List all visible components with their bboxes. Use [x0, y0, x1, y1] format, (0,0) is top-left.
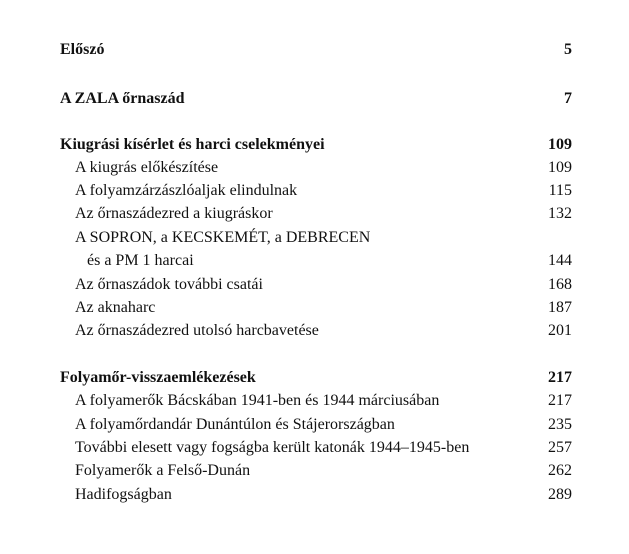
- toc-entry: [60, 390, 572, 412]
- toc-section-heading: [60, 367, 572, 389]
- toc-entry: [60, 203, 572, 225]
- toc-entry-title: Kiugrási kísérlet és harci cselekményei: [60, 136, 325, 153]
- toc-entry-page: 144: [548, 252, 572, 269]
- toc-entry-title: Folyamerők a Felső-Dunán: [75, 462, 251, 479]
- toc-entry-title: Az aknaharc: [75, 299, 156, 316]
- toc-entry-title: További elesett vagy fogságba került katonák 1944–1945-ben: [75, 439, 470, 456]
- toc-entry-page: 289: [548, 486, 572, 503]
- toc-entry-page: 187: [548, 299, 572, 316]
- toc-entry-page: 115: [548, 182, 572, 199]
- toc-entry-page: 168: [548, 276, 572, 293]
- toc-section-heading: [60, 134, 572, 156]
- toc-entry-title: A folyamerők Bácskában 1941-ben és 1944 márciusában: [75, 392, 440, 409]
- toc-entry-title: Folyamőr-visszaemlékezések: [60, 369, 256, 386]
- toc-entry-page: 257: [548, 439, 572, 456]
- toc-entry: [60, 460, 572, 482]
- toc-entry: [60, 320, 572, 342]
- toc-entry-page: 217: [548, 369, 572, 386]
- toc-entry-title: A ZALA őrnaszád: [60, 90, 185, 107]
- toc-entry-title: és a PM 1 harcai: [87, 252, 194, 269]
- toc-entry: [60, 414, 572, 436]
- toc-entry-page: 262: [548, 462, 572, 479]
- toc-entry-page: 109: [548, 159, 572, 176]
- toc-entry-title: A folyamőrdandár Dunántúlon és Stájerországban: [75, 416, 395, 433]
- toc-entry-page: 5: [564, 41, 572, 58]
- toc-entry: [60, 274, 572, 296]
- toc-entry-page: 235: [548, 416, 572, 433]
- table-of-contents: [60, 0, 572, 554]
- toc-entry-title: Előszó: [60, 41, 105, 58]
- toc-entry-title: Az őrnaszádezred utolsó harcbavetése: [75, 322, 319, 339]
- toc-entry-title: A SOPRON, a KECSKEMÉT, a DEBRECEN: [75, 229, 371, 246]
- toc-entry-title: Az őrnaszádok további csatái: [75, 276, 263, 293]
- toc-entry-title: A folyamzárzászlóaljak elindulnak: [75, 182, 298, 199]
- toc-entry: [60, 297, 572, 319]
- toc-entry: [60, 180, 572, 202]
- toc-entry-page: 109: [548, 136, 572, 153]
- toc-entry: [60, 250, 572, 272]
- toc-entry: [60, 437, 572, 459]
- toc-entry-page: 217: [548, 392, 572, 409]
- toc-entry: [60, 88, 572, 110]
- toc-entry-page: 7: [564, 90, 572, 107]
- toc-entry-title: Hadifogságban: [75, 486, 172, 503]
- toc-entry: [60, 227, 572, 249]
- toc-entry: [60, 39, 572, 61]
- toc-entry: [60, 157, 572, 179]
- toc-entry-title: A kiugrás előkészítése: [75, 159, 219, 176]
- toc-entry-title: Az őrnaszádezred a kiugráskor: [75, 205, 273, 222]
- toc-entry-page: 132: [548, 205, 572, 222]
- toc-entry-page: 201: [548, 322, 572, 339]
- toc-entry: [60, 484, 572, 506]
